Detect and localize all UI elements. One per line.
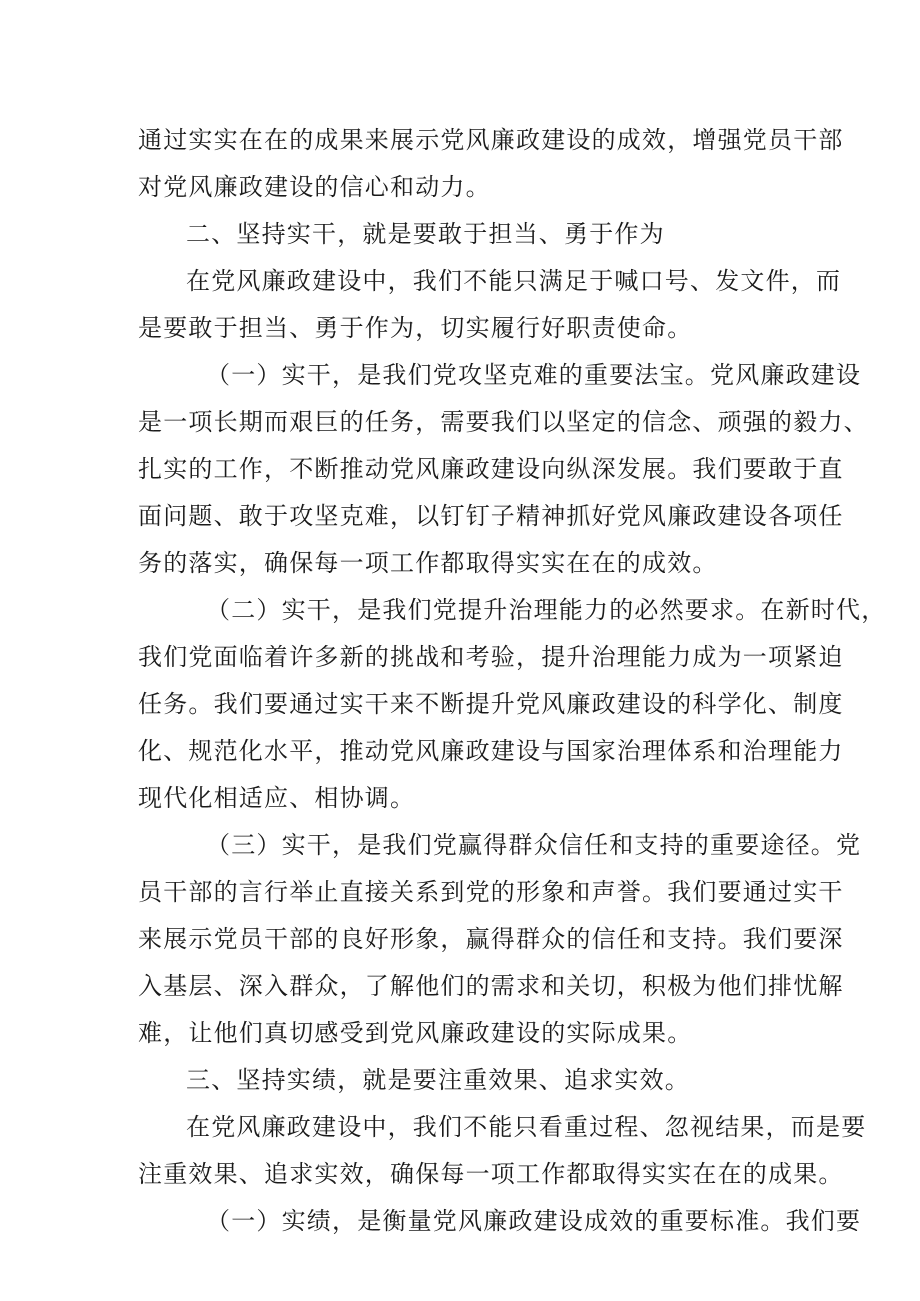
section-heading: 三、坚持实绩，就是要注重效果、追求实效。 [186, 1066, 690, 1094]
paragraph-line: （二）实干，是我们党提升治理能力的必然要求。在新时代， [206, 596, 887, 624]
paragraph-line: 对党风廉政建设的信心和动力。 [138, 173, 491, 201]
paragraph-line: （三）实干，是我们党赢得群众信任和支持的重要途径。党 [206, 831, 862, 859]
paragraph-line: （一）实干，是我们党攻坚克难的重要法宝。党风廉政建设 [206, 361, 862, 389]
document-body [138, 117, 887, 1245]
paragraph-line: 是要敢于担当、勇于作为，切实履行好职责使命。 [138, 314, 693, 342]
section-heading: 二、坚持实干，就是要敢于担当、勇于作为 [186, 220, 665, 248]
paragraph-line: 任务。我们要通过实干来不断提升党风廉政建设的科学化、制度 [138, 690, 844, 718]
paragraph-line: 我们党面临着许多新的挑战和考验，提升治理能力成为一项紧迫 [138, 643, 844, 671]
paragraph-line: 注重效果、追求实效，确保每一项工作都取得实实在在的成果。 [138, 1160, 844, 1188]
paragraph-line: 务的落实，确保每一项工作都取得实实在在的成效。 [138, 549, 718, 577]
paragraph-line: （一）实绩，是衡量党风廉政建设成效的重要标准。我们要 [206, 1207, 862, 1235]
paragraph-line: 化、规范化水平，推动党风廉政建设与国家治理体系和治理能力 [138, 737, 844, 765]
paragraph-line: 在党风廉政建设中，我们不能只满足于喊口号、发文件，而 [186, 267, 842, 295]
paragraph-line: 扎实的工作，不断推动党风廉政建设向纵深发展。我们要敢于直 [138, 455, 844, 483]
paragraph-line: 来展示党员干部的良好形象，赢得群众的信任和支持。我们要深 [138, 925, 844, 953]
paragraph-line: 入基层、深入群众，了解他们的需求和关切，积极为他们排忧解 [138, 972, 844, 1000]
paragraph-line: 难，让他们真切感受到党风廉政建设的实际成果。 [138, 1019, 693, 1047]
paragraph-line: 员干部的言行举止直接关系到党的形象和声誉。我们要通过实干 [138, 878, 844, 906]
paragraph-line: 面问题、敢于攻坚克难，以钉钉子精神抓好党风廉政建设各项任 [138, 502, 844, 530]
paragraph-line: 在党风廉政建设中，我们不能只看重过程、忽视结果，而是要 [186, 1113, 867, 1141]
paragraph-line: 通过实实在在的成果来展示党风廉政建设的成效，增强党员干部 [138, 126, 844, 154]
paragraph-line: 是一项长期而艰巨的任务，需要我们以坚定的信念、顽强的毅力、 [138, 408, 869, 436]
paragraph-line: 现代化相适应、相协调。 [138, 784, 416, 812]
